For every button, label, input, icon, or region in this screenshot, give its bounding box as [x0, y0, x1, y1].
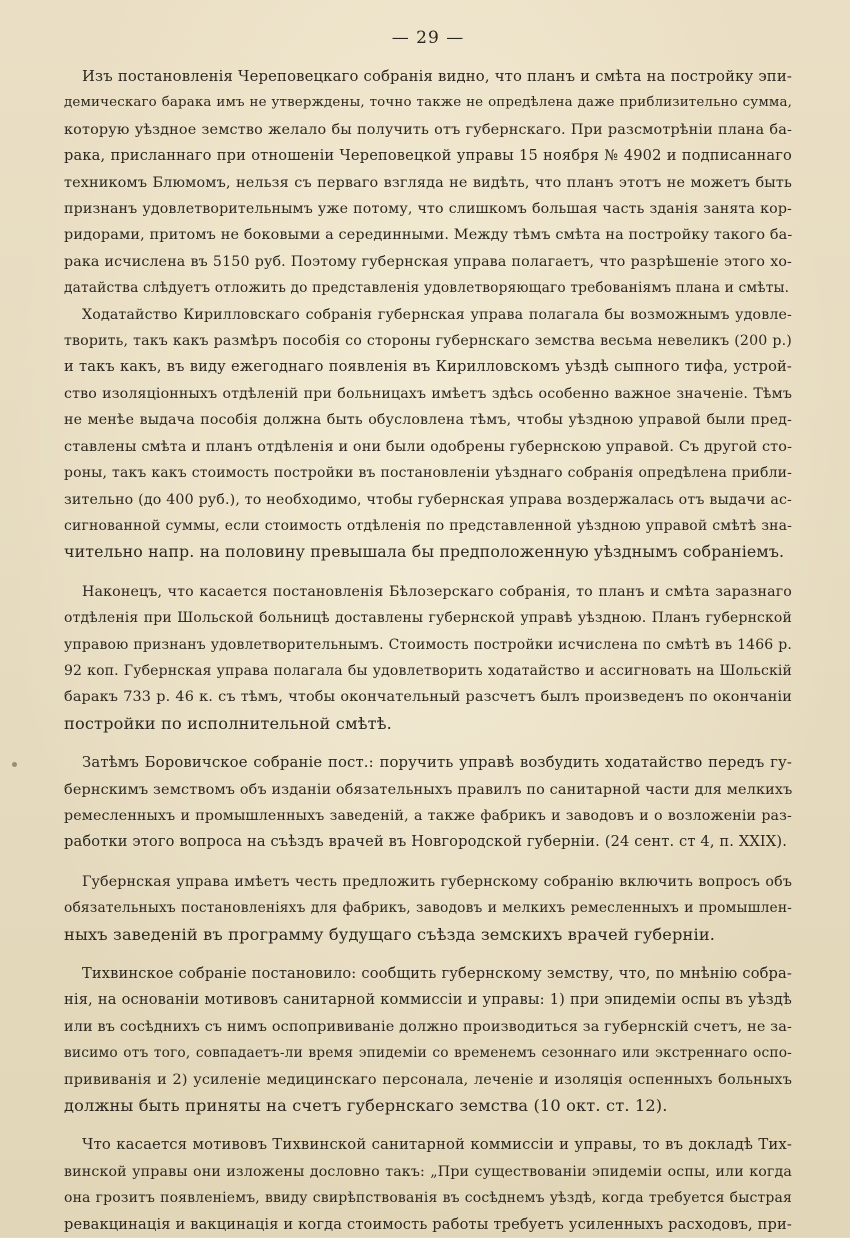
page-number: — 29 —	[391, 28, 465, 48]
paragraph-belozersk	[64, 579, 792, 737]
text-line: бернскимъ земствомъ объ изданіи обязательныхъ правилъ по санитарной части для мелкихъ	[64, 781, 793, 798]
text-line: рака исчислена въ 5150 руб. Поэтому губернская управа полагаетъ, что разрѣшеніе этого хо-	[64, 253, 792, 270]
text-line: прививанія и 2) усиленіе медицинскаго персонала, леченіе и изоляція оспенныхъ больныхъ	[64, 1071, 792, 1088]
text-line: висимо отъ того, совпадаетъ-ли время эпидеміи со временемъ сезоннаго или экстреннаго оспо-	[64, 1045, 792, 1062]
text-line: 92 коп. Губернская управа полагала бы удовлетворить ходатайство и ассигновать на Шольскій	[64, 662, 792, 679]
text-line: она грозитъ появленіемъ, ввиду свирѣпствованія въ сосѣднемъ уѣздѣ, когда требуется быстрая	[64, 1190, 792, 1207]
text-line: ремесленныхъ и промышленныхъ заведеній, а также фабрикъ и заводовъ и о возложеніи раз-	[64, 807, 792, 824]
text-line: техникомъ Блюмомъ, нельзя съ перваго взгляда не видѣть, что планъ этотъ не можетъ быть	[64, 174, 792, 191]
text-line: отдѣленія при Шольской больницѣ доставлены губернской управѣ уѣздною. Планъ губернской	[64, 610, 792, 627]
text-line: управою признанъ удовлетворительнымъ. Стоимость постройки исчислена по смѣтѣ въ 1466 р.	[64, 636, 792, 653]
text-line: Наконецъ, что касается постановленія Бѣлозерскаго собранія, то планъ и смѣта заразнаго	[82, 583, 792, 600]
paragraph-gap	[64, 566, 792, 579]
paragraph-gap	[64, 948, 792, 961]
text-line: или въ сосѣднихъ съ нимъ оспопрививаніе должно производиться за губернскій счетъ, не за-	[64, 1018, 792, 1035]
text-line: рака, присланнаго при отношеніи Череповецкой управы 15 ноября № 4902 и подписаннаго	[64, 147, 792, 165]
text-line: ставлены смѣта и планъ отдѣленія и они были одобрены губернскою управой. Съ другой сто-	[64, 438, 793, 455]
text-line: Губернская управа имѣетъ честь предложить губернскому собранію включить вопросъ объ	[82, 873, 792, 890]
text-line: которую уѣздное земство желало бы получить отъ губернскаго. При разсмотрѣніи плана ба-	[64, 121, 792, 138]
text-line: ревакцинація и вакцинація и когда стоимость работы требуетъ усиленныхъ расходовъ, при-	[64, 1215, 792, 1233]
text-line: сигнованной суммы, если стоимость отдѣленія по представленной уѣздною управой смѣтѣ зна-	[64, 517, 792, 534]
text-line: зительно (до 400 руб.), то необходимо, чтобы губернская управа воздержалась отъ выдачи ас-	[64, 491, 792, 508]
text-line: Изъ постановленія Череповецкаго собранія видно, что планъ и смѣта на постройку эпи-	[82, 68, 792, 85]
paragraph-gap	[64, 737, 792, 750]
text-line: нія, на основаніи мотивовъ санитарной коммиссіи и управы: 1) при эпидеміи оспы въ уѣздѣ	[64, 991, 792, 1009]
text-line: ство изоляціонныхъ отдѣленій при больницахъ имѣетъ здѣсь особенно важное значеніе. Тѣмъ	[64, 385, 792, 402]
paragraph-kirillov	[64, 302, 792, 566]
paragraph-tikhvin	[64, 961, 792, 1119]
text-line: Тихвинское собраніе постановило: сообщить губернскому земству, что, по мнѣнію собра-	[82, 965, 792, 982]
text-line: Затѣмъ Боровичское собраніе пост.: поручить управѣ возбудить ходатайство передъ гу-	[82, 754, 792, 772]
text-line: ридорами, притомъ не боковыми а серединными. Между тѣмъ смѣта на постройку такого ба-	[64, 227, 793, 244]
text-line: датайства слѣдуетъ отложить до представленія удовлетворяющаго требованіямъ плана и смѣты.	[64, 280, 790, 297]
margin-mark	[12, 762, 17, 767]
text-line: постройки по исполнительной смѣтѣ.	[64, 713, 392, 733]
text-line: винской управы они изложены дословно такъ: „При существованіи эпидеміи оспы, или когда	[64, 1163, 792, 1180]
paragraph-gap	[64, 856, 792, 869]
text-line: признанъ удовлетворительнымъ уже потому, что слишкомъ большая часть зданія занята кор-	[64, 201, 792, 218]
text-line: демическаго барака имъ не утверждены, точно также не опредѣлена даже приблизительно сумма,	[64, 95, 792, 111]
paragraph-uprava-proposal	[64, 869, 792, 948]
text-line: ныхъ заведеній въ программу будущаго съѣзда земскихъ врачей губерніи.	[64, 924, 716, 944]
text-line: Что касается мотивовъ Тихвинской санитарной коммиссіи и управы, то въ докладѣ Тих-	[82, 1136, 792, 1154]
paragraph-gap	[64, 1119, 792, 1132]
text-line: чительно напр. на половину превышала бы предположенную уѣзднымъ собраніемъ.	[64, 542, 785, 562]
text-line: должны быть приняты на счетъ губернскаго земства (10 окт. ст. 12).	[64, 1096, 668, 1116]
text-line: работки этого вопроса на съѣздъ врачей въ Новгородской губерніи. (24 сент. ст 4, п. XXIX).	[64, 833, 788, 851]
paragraph-borovichi	[64, 750, 792, 856]
text-line: обязательныхъ постановленіяхъ для фабрикъ, заводовъ и мелкихъ ремесленныхъ и промышлен-	[64, 900, 792, 917]
paragraph-cherepovets	[64, 64, 792, 302]
text-line: роны, такъ какъ стоимость постройки въ постановленіи уѣзднаго собранія опредѣлена прибли-	[64, 465, 792, 482]
text-line: не менѣе выдача пособія должна быть обусловлена тѣмъ, чтобы уѣздною управой были пред-	[64, 412, 792, 429]
text-line: и такъ какъ, въ виду ежегоднаго появленія въ Кирилловскомъ уѣздѣ сыпного тифа, устрой-	[64, 358, 792, 376]
paragraph-tikhvin-motives	[64, 1132, 792, 1238]
text-line: творить, такъ какъ размѣръ пособія со стороны губернскаго земства весьма невеликъ (200 р.)	[64, 333, 792, 350]
text-line: баракъ 733 р. 46 к. съ тѣмъ, чтобы окончательный разсчетъ былъ произведенъ по окончаніи	[64, 689, 792, 706]
text-line: Ходатайство Кирилловскаго собранія губернская управа полагала бы возможнымъ удовле-	[82, 306, 792, 323]
